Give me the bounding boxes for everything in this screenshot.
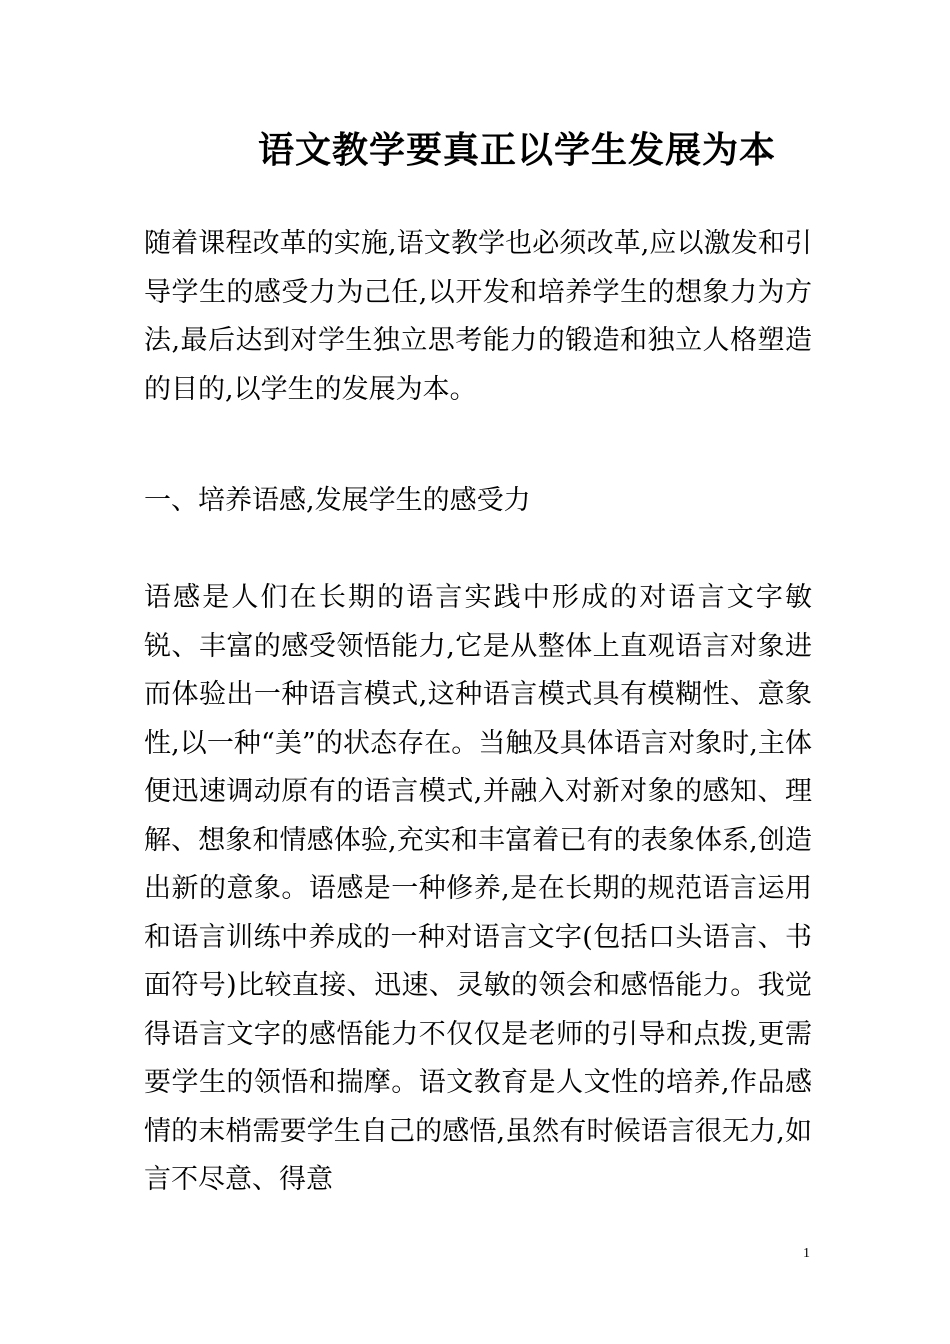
document-title: 语文教学要真正以学生发展为本 bbox=[258, 129, 777, 171]
page-number: 1 bbox=[803, 1246, 810, 1261]
section-body-paragraph: 语感是人们在长期的语言实践中形成的对语言文字敏锐、丰富的感受领悟能力,它是从整体上直观语言对象进而体验出一种语言模式,这种语言模式具有模糊性、意象性,以一种“美”的状态存在。当触及具体语言对象时,主体便迅速调动原有的语言模式,并融入对新对象的感知、理解、想象和情感体验,充实和丰富着已有的表象体系,创造出新的意象。语感是一种修养,是在长期的规范语言运用和语言训练中养成的一种对语言文字(包括口头语言、书面符号)比较直接、迅速、灵敏的领会和感悟能力。我觉得语言文字的感悟能力不仅仅是老师的引导和点拨,更需要学生的领悟和揣摩。语文教育是人文性的培养,作品感情的末梢需要学生自己的感悟,虽然有时候语言很无力,如言不尽意、得意 bbox=[144, 582, 812, 1195]
section-heading: 一、培养语感,发展学生的感受力 bbox=[144, 485, 531, 516]
intro-paragraph: 随着课程改革的实施,语文教学也必须改革,应以激发和引导学生的感受力为己任,以开发和培养学生的想象力为方法,最后达到对学生独立思考能力的锻造和独立人格塑造的目的,以学生的发展为本。 bbox=[144, 228, 812, 405]
